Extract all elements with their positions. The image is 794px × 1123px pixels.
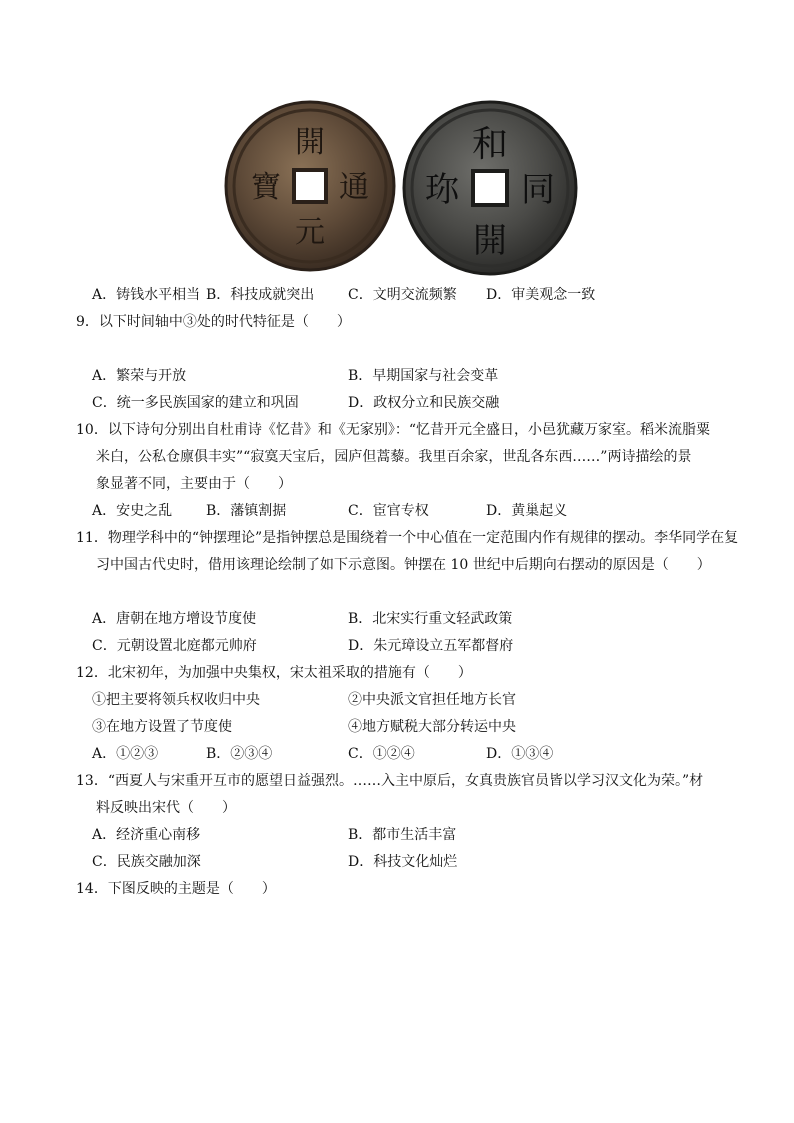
q12-item-2: ②中央派文官担任地方长官: [348, 692, 516, 708]
q11-option-d[interactable]: D．朱元璋设立五军都督府: [348, 638, 514, 654]
q12-option-d[interactable]: D．①③④: [486, 746, 554, 762]
q12-item-3: ③在地方设置了节度使: [92, 719, 232, 735]
coins-image: [224, 100, 580, 276]
q9-option-d[interactable]: D．政权分立和民族交融: [348, 395, 500, 411]
coin2-char-top: 和: [471, 124, 509, 165]
q13-stem-line1: 13．“西夏人与宋重开互市的愿望日益强烈。……入主中原后，女真贵族官员皆以学习汉文化为荣。”材: [76, 773, 704, 789]
q14-stem: 14．下图反映的主题是（ ）: [76, 881, 276, 897]
q8-option-c[interactable]: C．文明交流频繁: [348, 287, 457, 303]
q11-option-b[interactable]: B．北宋实行重文轻武政策: [348, 611, 513, 627]
q10-option-a[interactable]: A．安史之乱: [92, 503, 173, 519]
coin-char-left: 寶: [251, 170, 281, 205]
q13-option-a[interactable]: A．经济重心南移: [92, 827, 201, 843]
q12-item-4: ④地方赋税大部分转运中央: [348, 719, 516, 735]
coin2-char-bottom: 開: [473, 221, 507, 261]
q11-stem-line1: 11．物理学科中的“钟摆理论”是指钟摆总是围绕着一个中心值在一定范围内作有规律的摆动。李华同学在复: [76, 530, 739, 546]
q10-stem-line2: 米白，公私仓廪俱丰实”“寂寞天宝后，园庐但蒿藜。我里百余家，世乱各东西……”两诗描绘的景: [96, 449, 692, 465]
q11-stem-line2: 习中国古代史时，借用该理论绘制了如下示意图。钟摆在 10 世纪中后期向右摆动的原因是（ ）: [96, 557, 711, 573]
coin2-char-left: 珎: [425, 170, 459, 210]
q12-item-1: ①把主要将领兵权收归中央: [92, 692, 260, 708]
q9-option-c[interactable]: C．统一多民族国家的建立和巩固: [92, 395, 299, 411]
q13-option-c[interactable]: C．民族交融加深: [92, 854, 201, 870]
q10-stem-line3: 象显著不同，主要由于（ ）: [96, 476, 292, 492]
q12-option-b[interactable]: B．②③④: [206, 746, 273, 762]
q9-option-a[interactable]: A．繁荣与开放: [92, 368, 187, 384]
q8-option-b[interactable]: B．科技成就突出: [206, 287, 315, 303]
q8-option-d[interactable]: D．审美观念一致: [486, 287, 596, 303]
q11-option-a[interactable]: A．唐朝在地方增设节度使: [92, 611, 257, 627]
wadou-kaichin-coin: [404, 102, 576, 274]
q13-option-b[interactable]: B．都市生活丰富: [348, 827, 457, 843]
q10-option-d[interactable]: D．黄巢起义: [486, 503, 568, 519]
coin2-char-right: 同: [521, 170, 555, 210]
q13-option-d[interactable]: D．科技文化灿烂: [348, 854, 458, 870]
q13-stem-line2: 料反映出宋代（ ）: [96, 800, 236, 816]
q11-option-c[interactable]: C．元朝设置北庭都元帅府: [92, 638, 257, 654]
coin-char-bottom: 元: [295, 215, 325, 250]
q12-stem: 12．北宋初年，为加强中央集权，宋太祖采取的措施有（ ）: [76, 665, 472, 681]
q12-option-a[interactable]: A．①②③: [92, 746, 159, 762]
q9-option-b[interactable]: B．早期国家与社会变革: [348, 368, 499, 384]
q10-option-c[interactable]: C．宦官专权: [348, 503, 429, 519]
q9-stem: 9．以下时间轴中③处的时代特征是（ ）: [76, 314, 351, 330]
kaiyuan-tongbao-coin: [226, 102, 394, 270]
q10-option-b[interactable]: B．藩镇割据: [206, 503, 287, 519]
q12-option-c[interactable]: C．①②④: [348, 746, 415, 762]
coin-char-right: 通: [339, 170, 369, 205]
coin-char-top: 開: [295, 125, 325, 160]
q8-option-a[interactable]: A．铸钱水平相当: [92, 287, 201, 303]
q10-stem-line1: 10．以下诗句分别出自杜甫诗《忆昔》和《无家别》：“忆昔开元全盛日，小邑犹藏万家室。稻米流脂粟: [76, 422, 710, 438]
